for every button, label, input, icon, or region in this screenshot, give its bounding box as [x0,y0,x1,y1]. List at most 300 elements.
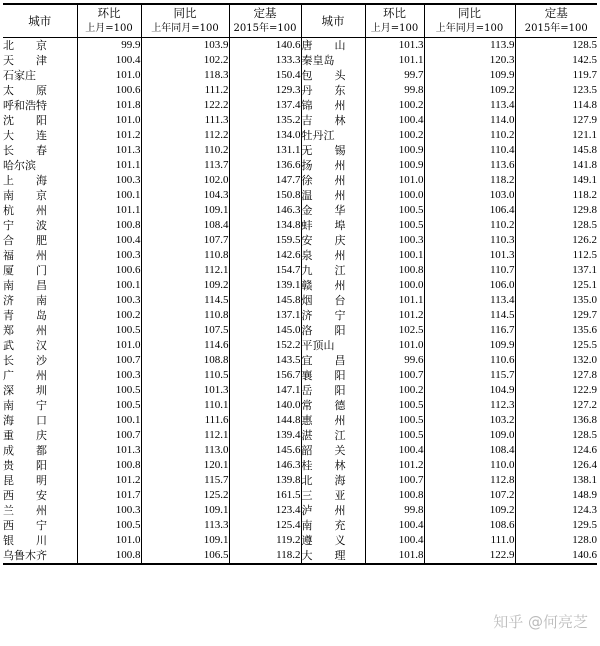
left-yoy-value: 106.5 [141,548,229,564]
left-mom-value: 101.3 [77,143,141,158]
left-mom-value: 100.7 [77,353,141,368]
left-city-name: 济 南 [3,294,47,307]
right-yoy-value: 122.9 [424,548,515,564]
left-yoy-value: 110.2 [141,143,229,158]
right-mom-value: 101.0 [365,173,424,188]
right-city-name: 无 锡 [301,143,365,158]
right-yoy-value: 112.3 [424,398,515,413]
right-city-name: 惠 州 [301,413,365,428]
left-yoy-value: 101.3 [141,383,229,398]
right-base-value: 127.2 [515,398,597,413]
right-city-name: 锦 州 [301,98,365,113]
left-city-name: 长 沙 [3,354,47,367]
table-row [3,158,597,173]
right-city-name: 金 华 [301,203,365,218]
right-city-name: 湛 江 [301,428,365,443]
table-row [3,473,597,488]
left-city-name: 银 川 [3,534,47,547]
right-city-name: 安 庆 [301,233,365,248]
left-city-name: 上 海 [3,174,47,187]
left-city-name: 昆 明 [3,474,47,487]
right-yoy-value: 113.6 [424,158,515,173]
right-mom-value: 100.1 [365,248,424,263]
right-city-name: 平顶山 [301,338,365,353]
left-city-name: 乌鲁木齐 [3,548,77,564]
left-mom-value: 100.6 [77,263,141,278]
left-city-name: 成 都 [3,444,47,457]
table-row [3,323,597,338]
subheader-base-right: 2015年=100 [515,21,597,38]
right-city-name: 温 州 [301,188,365,203]
right-mom-value: 100.5 [365,218,424,233]
left-mom-value: 100.2 [77,308,141,323]
right-mom-value: 101.1 [365,53,424,68]
left-yoy-value: 122.2 [141,98,229,113]
left-base-value: 145.6 [229,443,301,458]
right-mom-value: 100.2 [365,128,424,143]
right-yoy-value: 114.5 [424,308,515,323]
left-mom-value: 100.3 [77,293,141,308]
right-city-name: 桂 林 [301,458,365,473]
left-yoy-value: 111.2 [141,83,229,98]
subheader-yoy-left: 上年同月=100 [141,21,229,38]
left-mom-value: 100.6 [77,83,141,98]
left-city-name: 贵 阳 [3,459,47,472]
left-city-name: 石家庄 [3,69,36,82]
right-yoy-value: 103.0 [424,188,515,203]
right-yoy-value: 110.4 [424,143,515,158]
right-base-value: 128.5 [515,428,597,443]
header-yoy-left: 同比 [141,4,229,21]
right-base-value: 128.5 [515,218,597,233]
table-row [3,428,597,443]
right-city-name: 丹 东 [301,83,365,98]
right-city-name: 洛 阳 [301,323,365,338]
right-yoy-value: 108.4 [424,443,515,458]
left-city-name: 广 州 [3,369,47,382]
left-city-name: 哈尔滨 [3,159,36,172]
left-city-name: 南 宁 [3,399,47,412]
left-mom-value: 101.1 [77,158,141,173]
left-base-value: 136.6 [229,158,301,173]
left-base-value: 118.2 [229,548,301,564]
left-yoy-value: 109.1 [141,533,229,548]
header-city-right: 城市 [301,4,365,38]
left-city-name: 福 州 [3,249,47,262]
table-row [3,98,597,113]
left-mom-value: 101.2 [77,128,141,143]
left-mom-value: 100.5 [77,518,141,533]
right-yoy-value: 108.6 [424,518,515,533]
left-base-value: 146.3 [229,458,301,473]
right-yoy-value: 114.0 [424,113,515,128]
right-base-value: 125.1 [515,278,597,293]
right-base-value: 112.5 [515,248,597,263]
right-base-value: 124.3 [515,503,597,518]
left-mom-value: 100.5 [77,383,141,398]
left-mom-value: 101.3 [77,443,141,458]
header-yoy-right: 同比 [424,4,515,21]
right-base-value: 126.2 [515,233,597,248]
right-mom-value: 100.2 [365,98,424,113]
left-mom-value: 100.1 [77,413,141,428]
table-row [3,128,597,143]
right-city-name: 岳 阳 [301,383,365,398]
right-base-value: 129.7 [515,308,597,323]
left-base-value: 159.5 [229,233,301,248]
left-mom-value: 100.8 [77,458,141,473]
left-base-value: 146.3 [229,203,301,218]
table-row [3,53,597,68]
left-yoy-value: 110.1 [141,398,229,413]
right-city-name: 秦皇岛 [301,53,365,68]
right-city-name: 烟 台 [301,293,365,308]
right-city-name: 扬 州 [301,158,365,173]
table-row [3,263,597,278]
left-city-name: 厦 门 [3,264,47,277]
right-city-name: 九 江 [301,263,365,278]
left-mom-value: 100.5 [77,323,141,338]
left-yoy-value: 125.2 [141,488,229,503]
right-base-value: 119.7 [515,68,597,83]
left-city-name: 太 原 [3,84,47,97]
left-mom-value: 101.1 [77,203,141,218]
right-base-value: 138.1 [515,473,597,488]
left-mom-value: 100.8 [77,548,141,564]
left-base-value: 137.4 [229,98,301,113]
left-base-value: 140.0 [229,398,301,413]
left-base-value: 144.8 [229,413,301,428]
right-mom-value: 99.8 [365,503,424,518]
right-city-name: 遵 义 [301,533,365,548]
left-city-name: 长 春 [3,144,47,157]
right-yoy-value: 111.0 [424,533,515,548]
right-yoy-value: 110.6 [424,353,515,368]
table-row [3,383,597,398]
left-city-name: 海 口 [3,414,47,427]
right-yoy-value: 110.3 [424,233,515,248]
header-mom-left: 环比 [77,4,141,21]
right-city-name: 蚌 埠 [301,218,365,233]
left-mom-value: 100.4 [77,53,141,68]
left-yoy-value: 112.2 [141,128,229,143]
right-city-name: 唐 山 [301,38,365,54]
right-yoy-value: 115.7 [424,368,515,383]
right-yoy-value: 101.3 [424,248,515,263]
left-base-value: 154.7 [229,263,301,278]
table-row [3,518,597,533]
left-yoy-value: 113.7 [141,158,229,173]
left-yoy-value: 102.2 [141,53,229,68]
table-row [3,188,597,203]
left-base-value: 131.1 [229,143,301,158]
right-yoy-value: 113.4 [424,293,515,308]
right-yoy-value: 107.2 [424,488,515,503]
table-row [3,413,597,428]
right-city-name: 吉 林 [301,113,365,128]
right-base-value: 123.5 [515,83,597,98]
left-yoy-value: 109.1 [141,503,229,518]
left-mom-value: 101.2 [77,473,141,488]
header-city-left: 城市 [3,4,77,38]
right-base-value: 118.2 [515,188,597,203]
right-yoy-value: 113.4 [424,98,515,113]
left-mom-value: 101.0 [77,113,141,128]
watermark: 知乎 @何亮芝 [493,613,588,631]
table-row [3,443,597,458]
left-base-value: 139.1 [229,278,301,293]
table-row [3,218,597,233]
right-city-name: 宜 昌 [301,353,365,368]
right-base-value: 140.6 [515,548,597,564]
right-base-value: 141.8 [515,158,597,173]
right-base-value: 127.9 [515,113,597,128]
table-row [3,533,597,548]
right-yoy-value: 109.9 [424,338,515,353]
left-base-value: 147.1 [229,383,301,398]
left-city-name: 南 京 [3,189,47,202]
right-base-value: 135.0 [515,293,597,308]
right-mom-value: 100.5 [365,203,424,218]
right-base-value: 132.0 [515,353,597,368]
right-mom-value: 99.6 [365,353,424,368]
left-mom-value: 99.9 [77,38,141,54]
left-mom-value: 101.7 [77,488,141,503]
right-base-value: 142.5 [515,53,597,68]
left-city-name: 兰 州 [3,504,47,517]
right-base-value: 129.5 [515,518,597,533]
right-mom-value: 100.2 [365,383,424,398]
right-mom-value: 101.0 [365,338,424,353]
left-yoy-value: 115.7 [141,473,229,488]
right-yoy-value: 106.4 [424,203,515,218]
right-mom-value: 100.8 [365,263,424,278]
right-mom-value: 99.7 [365,68,424,83]
table-row [3,458,597,473]
left-base-value: 142.6 [229,248,301,263]
left-yoy-value: 102.0 [141,173,229,188]
right-base-value: 145.8 [515,143,597,158]
table-row [3,338,597,353]
right-mom-value: 100.5 [365,428,424,443]
left-city-name: 深 圳 [3,384,47,397]
table-row [3,173,597,188]
table-row [3,113,597,128]
table-row [3,203,597,218]
left-yoy-value: 111.6 [141,413,229,428]
left-city-name: 南 昌 [3,279,47,292]
left-base-value: 134.8 [229,218,301,233]
right-base-value: 121.1 [515,128,597,143]
right-city-name: 济 宁 [301,308,365,323]
right-city-name: 三 亚 [301,488,365,503]
table-row [3,83,597,98]
right-city-name: 北 海 [301,473,365,488]
left-base-value: 139.4 [229,428,301,443]
housing-price-index-table [3,3,597,565]
right-mom-value: 101.3 [365,38,424,54]
left-city-name: 北 京 [3,39,47,52]
left-city-name: 郑 州 [3,324,47,337]
right-mom-value: 101.2 [365,458,424,473]
right-base-value: 127.8 [515,368,597,383]
left-yoy-value: 110.5 [141,368,229,383]
right-city-name: 泉 州 [301,248,365,263]
left-yoy-value: 118.3 [141,68,229,83]
right-mom-value: 100.4 [365,443,424,458]
left-base-value: 145.0 [229,323,301,338]
subheader-mom-right: 上月=100 [365,21,424,38]
left-base-value: 135.2 [229,113,301,128]
right-city-name: 赣 州 [301,278,365,293]
right-base-value: 135.6 [515,323,597,338]
table-row [3,38,597,54]
left-base-value: 150.8 [229,188,301,203]
table-row [3,548,597,564]
right-yoy-value: 110.2 [424,218,515,233]
left-yoy-value: 113.3 [141,518,229,533]
right-city-name: 襄 阳 [301,368,365,383]
left-mom-value: 100.7 [77,428,141,443]
left-mom-value: 100.5 [77,398,141,413]
right-mom-value: 101.8 [365,548,424,564]
table-row [3,293,597,308]
table-row [3,308,597,323]
right-mom-value: 100.5 [365,398,424,413]
right-mom-value: 100.0 [365,278,424,293]
right-base-value: 128.0 [515,533,597,548]
left-city-name: 青 岛 [3,309,47,322]
left-yoy-value: 110.8 [141,308,229,323]
right-mom-value: 100.3 [365,233,424,248]
subheader-base-left: 2015年=100 [229,21,301,38]
right-base-value: 136.8 [515,413,597,428]
left-mom-value: 101.8 [77,98,141,113]
left-base-value: 139.8 [229,473,301,488]
left-yoy-value: 107.7 [141,233,229,248]
right-yoy-value: 120.3 [424,53,515,68]
left-mom-value: 101.0 [77,68,141,83]
left-yoy-value: 114.5 [141,293,229,308]
right-yoy-value: 104.9 [424,383,515,398]
left-base-value: 125.4 [229,518,301,533]
right-base-value: 129.8 [515,203,597,218]
left-city-name: 合 肥 [3,234,47,247]
right-yoy-value: 109.2 [424,83,515,98]
right-city-name: 大 理 [301,548,365,564]
header-base-left: 定基 [229,4,301,21]
right-yoy-value: 109.2 [424,503,515,518]
left-city-name: 西 宁 [3,519,47,532]
left-city-name: 大 连 [3,129,47,142]
right-mom-value: 100.4 [365,518,424,533]
left-city-name: 天 津 [3,54,47,67]
left-base-value: 119.2 [229,533,301,548]
table-row [3,143,597,158]
right-base-value: 122.9 [515,383,597,398]
right-mom-value: 100.8 [365,488,424,503]
right-mom-value: 100.9 [365,143,424,158]
left-mom-value: 100.3 [77,248,141,263]
right-mom-value: 100.5 [365,413,424,428]
right-city-name: 泸 州 [301,503,365,518]
table-row [3,503,597,518]
left-mom-value: 100.8 [77,218,141,233]
right-city-name: 徐 州 [301,173,365,188]
table-row [3,488,597,503]
right-mom-value: 100.0 [365,188,424,203]
right-yoy-value: 106.0 [424,278,515,293]
right-yoy-value: 103.2 [424,413,515,428]
right-base-value: 125.5 [515,338,597,353]
left-base-value: 140.6 [229,38,301,54]
right-base-value: 149.1 [515,173,597,188]
right-mom-value: 100.7 [365,368,424,383]
left-yoy-value: 108.4 [141,218,229,233]
left-yoy-value: 111.3 [141,113,229,128]
header-base-right: 定基 [515,4,597,21]
right-yoy-value: 110.2 [424,128,515,143]
right-base-value: 128.5 [515,38,597,54]
right-yoy-value: 116.7 [424,323,515,338]
subheader-mom-left: 上月=100 [77,21,141,38]
table-row [3,248,597,263]
right-mom-value: 101.1 [365,293,424,308]
right-yoy-value: 112.8 [424,473,515,488]
right-mom-value: 99.8 [365,83,424,98]
right-mom-value: 100.7 [365,473,424,488]
left-yoy-value: 109.1 [141,203,229,218]
right-yoy-value: 110.0 [424,458,515,473]
right-base-value: 148.9 [515,488,597,503]
left-base-value: 152.2 [229,338,301,353]
right-yoy-value: 113.9 [424,38,515,54]
left-base-value: 156.7 [229,368,301,383]
left-base-value: 134.0 [229,128,301,143]
left-yoy-value: 112.1 [141,263,229,278]
subheader-yoy-right: 上年同月=100 [424,21,515,38]
left-city-name: 宁 波 [3,219,47,232]
left-city-name: 西 安 [3,489,47,502]
right-yoy-value: 110.7 [424,263,515,278]
left-mom-value: 101.0 [77,338,141,353]
right-base-value: 114.8 [515,98,597,113]
right-base-value: 124.6 [515,443,597,458]
table-row [3,368,597,383]
left-yoy-value: 120.1 [141,458,229,473]
table-row [3,68,597,83]
left-base-value: 129.3 [229,83,301,98]
left-city-name: 杭 州 [3,204,47,217]
left-yoy-value: 104.3 [141,188,229,203]
left-city-name: 呼和浩特 [3,99,47,112]
left-base-value: 137.1 [229,308,301,323]
left-yoy-value: 103.9 [141,38,229,54]
left-mom-value: 100.3 [77,173,141,188]
table-body [3,38,597,565]
left-base-value: 145.8 [229,293,301,308]
left-city-name: 重 庆 [3,429,47,442]
left-mom-value: 100.1 [77,188,141,203]
left-base-value: 123.4 [229,503,301,518]
right-city-name: 包 头 [301,68,365,83]
left-yoy-value: 113.0 [141,443,229,458]
left-base-value: 143.5 [229,353,301,368]
left-mom-value: 100.3 [77,503,141,518]
left-city-name: 沈 阳 [3,114,47,127]
left-base-value: 161.5 [229,488,301,503]
table-row [3,233,597,248]
